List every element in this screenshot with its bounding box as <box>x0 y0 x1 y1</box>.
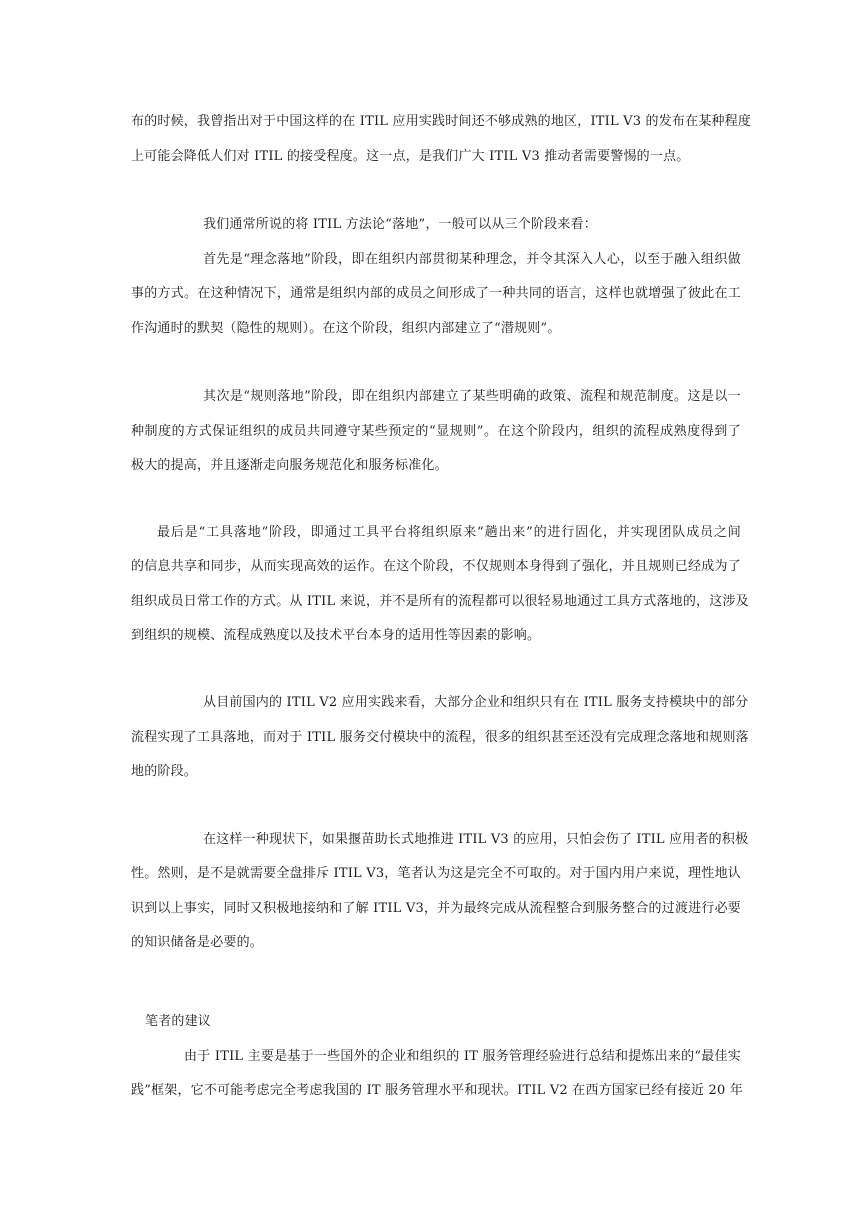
paragraph-5-line-1: 最后是“工具落地”阶段，即通过工具平台将组织原来“趟出来”的进行固化，并实现团队成员之间 <box>157 525 741 540</box>
paragraph-3-line-2: 事的方式。在这种情况下，通常是组织内部的成员之间形成了一种共同的语言，这样也就增强了彼此在工 <box>131 286 741 301</box>
paragraph-6-line-2: 流程实现了工具落地，而对于 ITIL 服务交付模块中的流程，很多的组织甚至还没有完成理念落地和规则落 <box>131 730 749 745</box>
paragraph-4-line-2: 种制度的方式保证组织的成员共同遵守某些预定的“显规则”。在这个阶段内，组织的流程成熟度得到了 <box>131 424 741 439</box>
paragraph-7-line-3: 识到以上事实，同时又积极地接纳和了解 ITIL V3，并为最终完成从流程整合到服务整合的过渡进行必要 <box>131 901 741 916</box>
paragraph-2-line-1: 我们通常所说的将 ITIL 方法论“落地”，一般可以从三个阶段来看： <box>203 217 597 232</box>
paragraph-7-line-1: 在这样一种现状下，如果揠苗助长式地推进 ITIL V3 的应用，只怕会伤了 ITIL 应用者的积极 <box>203 832 749 847</box>
paragraph-8-line-2: 践”框架，它不可能考虑完全考虑我国的 IT 服务管理水平和现状。ITIL V2 在西方国家已经有接近 20 年 <box>131 1083 744 1098</box>
paragraph-7-line-4: 的知识储备是必要的。 <box>131 935 264 950</box>
paragraph-5-line-4: 到组织的规模、流程成熟度以及技术平台本身的适用性等因素的影响。 <box>131 628 541 643</box>
paragraph-6-line-3: 地的阶段。 <box>131 764 198 779</box>
paragraph-3-line-1: 首先是“理念落地”阶段，即在组织内部贯彻某种理念，并令其深入人心，以至于融入组织做 <box>203 252 741 267</box>
paragraph-5-line-2: 的信息共享和同步，从而实现高效的运作。在这个阶段，不仅规则本身得到了强化，并且规则已经成为了 <box>131 559 741 574</box>
paragraph-1-line-1: 布的时候，我曾指出对于中国这样的在 ITIL 应用实践时间还不够成熟的地区，ITIL V3 的发布在某种程度 <box>131 114 752 129</box>
section-heading: 笔者的建议 <box>145 1014 212 1029</box>
paragraph-5-line-3: 组织成员日常工作的方式。从 ITIL 来说，并不是所有的流程都可以很轻易地通过工具方式落地的，这涉及 <box>131 594 749 609</box>
paragraph-8-line-1: 由于 ITIL 主要是基于一些国外的企业和组织的 IT 服务管理经验进行总结和提炼出来的“最佳实 <box>184 1049 741 1064</box>
paragraph-7-line-2: 性。然则，是不是就需要全盘排斥 ITIL V3，笔者认为这是完全不可取的。对于国内用户来说，理性地认 <box>131 866 741 881</box>
paragraph-1-line-2: 上可能会降低人们对 ITIL 的接受程度。这一点，是我们广大 ITIL V3 推动者需要警惕的一点。 <box>131 149 690 164</box>
paragraph-4-line-1: 其次是“规则落地”阶段，即在组织内部建立了某些明确的政策、流程和规范制度。这是以一 <box>203 389 741 404</box>
paragraph-3-line-3: 作沟通时的默契（隐性的规则）。在这个阶段，组织内部建立了“潜规则”。 <box>131 321 561 336</box>
paragraph-6-line-1: 从目前国内的 ITIL V2 应用实践来看，大部分企业和组织只有在 ITIL 服务支持模块中的部分 <box>203 695 749 710</box>
paragraph-4-line-3: 极大的提高，并且逐渐走向服务规范化和服务标准化。 <box>131 458 448 473</box>
